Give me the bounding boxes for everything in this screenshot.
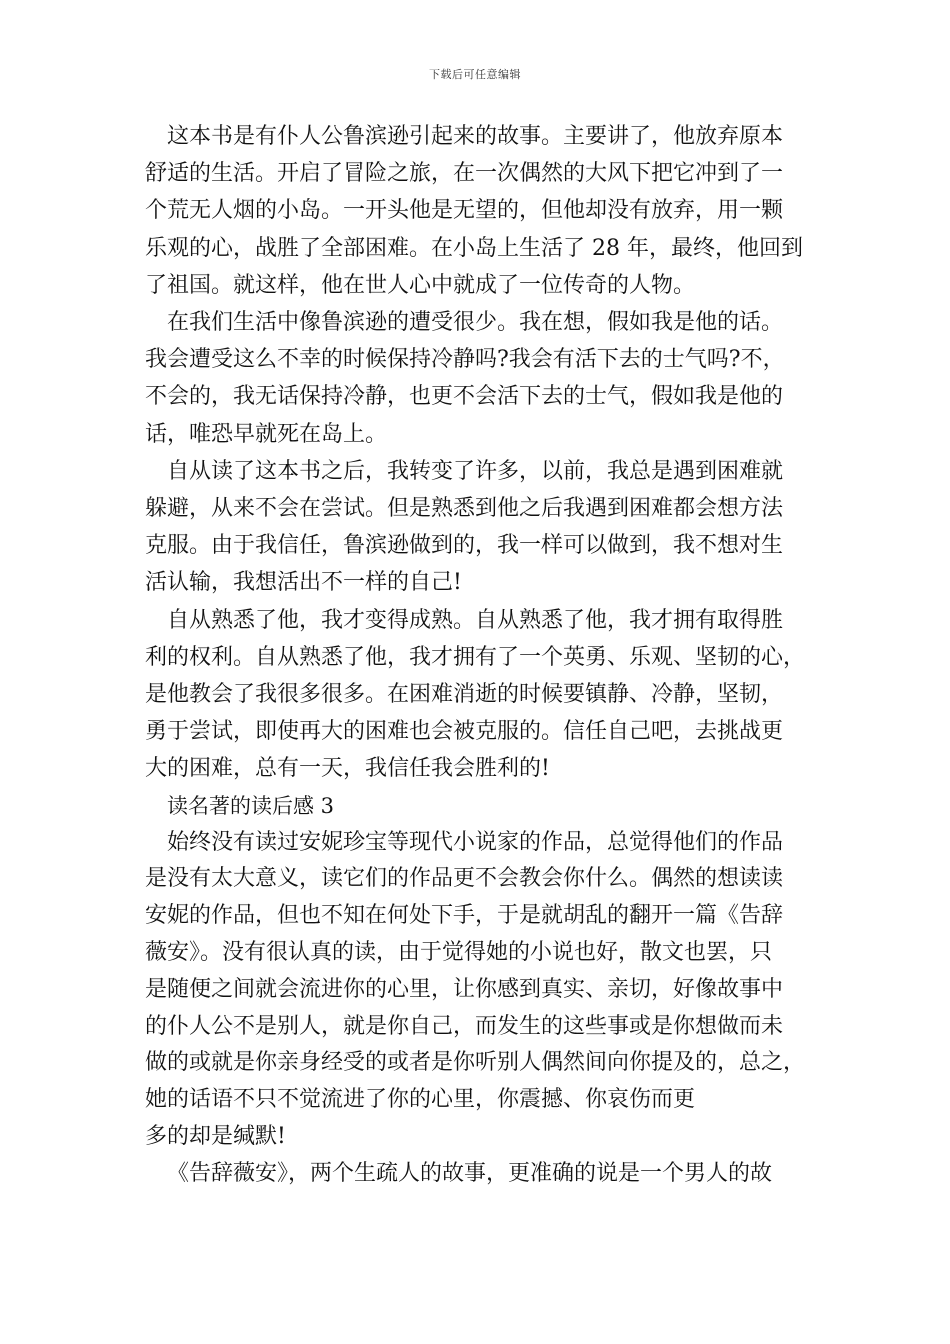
text-line: 个荒无人烟的小岛。一开头他是无望的，但他却没有放弃，用一颗	[145, 198, 784, 224]
text-line: 做的或就是你亲身经受的或者是你听别人偶然间向你提及的，总之，	[145, 1050, 806, 1076]
text-line: 的仆人公不是别人，就是你自己，而发生的这些事或是你想做而未	[145, 1013, 784, 1039]
text-line: 自从读了这本书之后，我转变了许多，以前，我总是遇到困难就	[167, 458, 784, 484]
text-line: 多的却是缄默!	[145, 1124, 286, 1150]
text-line: 躲避，从来不会在尝试。但是熟悉到他之后我遇到困难都会想方法	[145, 496, 784, 522]
text-line: 是他教会了我很多很多。在困难消逝的时候要镇静、冷静，坚韧，	[145, 682, 784, 708]
text-line: 勇于尝试，即使再大的困难也会被克服的。信任自己吧，去挑战更	[145, 719, 784, 745]
text-line: 活认输，我想活出不一样的自己!	[145, 570, 462, 596]
text-line: 始终没有读过安妮珍宝等现代小说家的作品，总觉得他们的作品	[167, 829, 784, 855]
paragraph-6	[145, 1156, 825, 1193]
text-line: 自从熟悉了他，我才变得成熟。自从熟悉了他，我才拥有取得胜	[167, 607, 784, 633]
text-line: 克服。由于我信任，鲁滨逊做到的，我一样可以做到，我不想对生	[145, 533, 784, 559]
text-line: 安妮的作品，但也不知在何处下手，于是就胡乱的翻开一篇《告辞	[145, 903, 784, 929]
paragraph-5	[145, 825, 825, 1156]
document-body	[145, 118, 825, 1193]
text-line: 我会遭受这么不幸的时候保持冷静吗?我会有活下去的士气吗?不，	[145, 347, 785, 373]
text-line: 利的权利。自从熟悉了他，我才拥有了一个英勇、乐观、坚韧的心，	[145, 644, 806, 670]
text-line: 不会的，我无话保持冷静，也更不会活下去的士气，假如我是他的	[145, 384, 784, 410]
text-line: 《告辞薇安》，两个生疏人的故事，更准确的说是一个男人的故	[167, 1160, 773, 1186]
paragraph-3	[145, 453, 825, 602]
text-line: 她的话语不只不觉流进了你的心里，你震撼、你哀伤而更	[145, 1087, 696, 1113]
text-line: 是随便之间就会流进你的心里，让你感到真实、亲切，好像故事中	[145, 976, 784, 1002]
text-line: 薇安》。没有很认真的读，由于觉得她的小说也好，散文也罢，只	[145, 940, 773, 966]
section-heading: 读名著的读后感 3	[167, 793, 335, 818]
text-line: 乐观的心，战胜了全部困难。在小岛上生活了 28 年，最终，他回到	[145, 235, 803, 261]
paragraph-2	[145, 304, 825, 453]
text-line: 这本书是有仆人公鲁滨逊引起来的故事。主要讲了，他放弃原本	[167, 124, 784, 149]
text-line: 了祖国。就这样，他在世人心中就成了一位传奇的人物。	[145, 272, 696, 298]
paragraph-1	[145, 118, 825, 304]
text-line: 舒适的生活。开启了冒险之旅，在一次偶然的大风下把它冲到了一	[145, 161, 784, 187]
paragraph-4	[145, 602, 825, 788]
text-line: 大的困难，总有一天，我信任我会胜利的!	[145, 756, 550, 782]
text-line: 在我们生活中像鲁滨逊的遭受很少。我在想，假如我是他的话。	[167, 310, 784, 336]
page-header: 下载后可任意编辑	[429, 68, 521, 81]
text-line: 是没有太大意义，读它们的作品更不会教会你什么。偶然的想读读	[145, 866, 784, 892]
text-line: 话，唯恐早就死在岛上。	[145, 421, 388, 447]
